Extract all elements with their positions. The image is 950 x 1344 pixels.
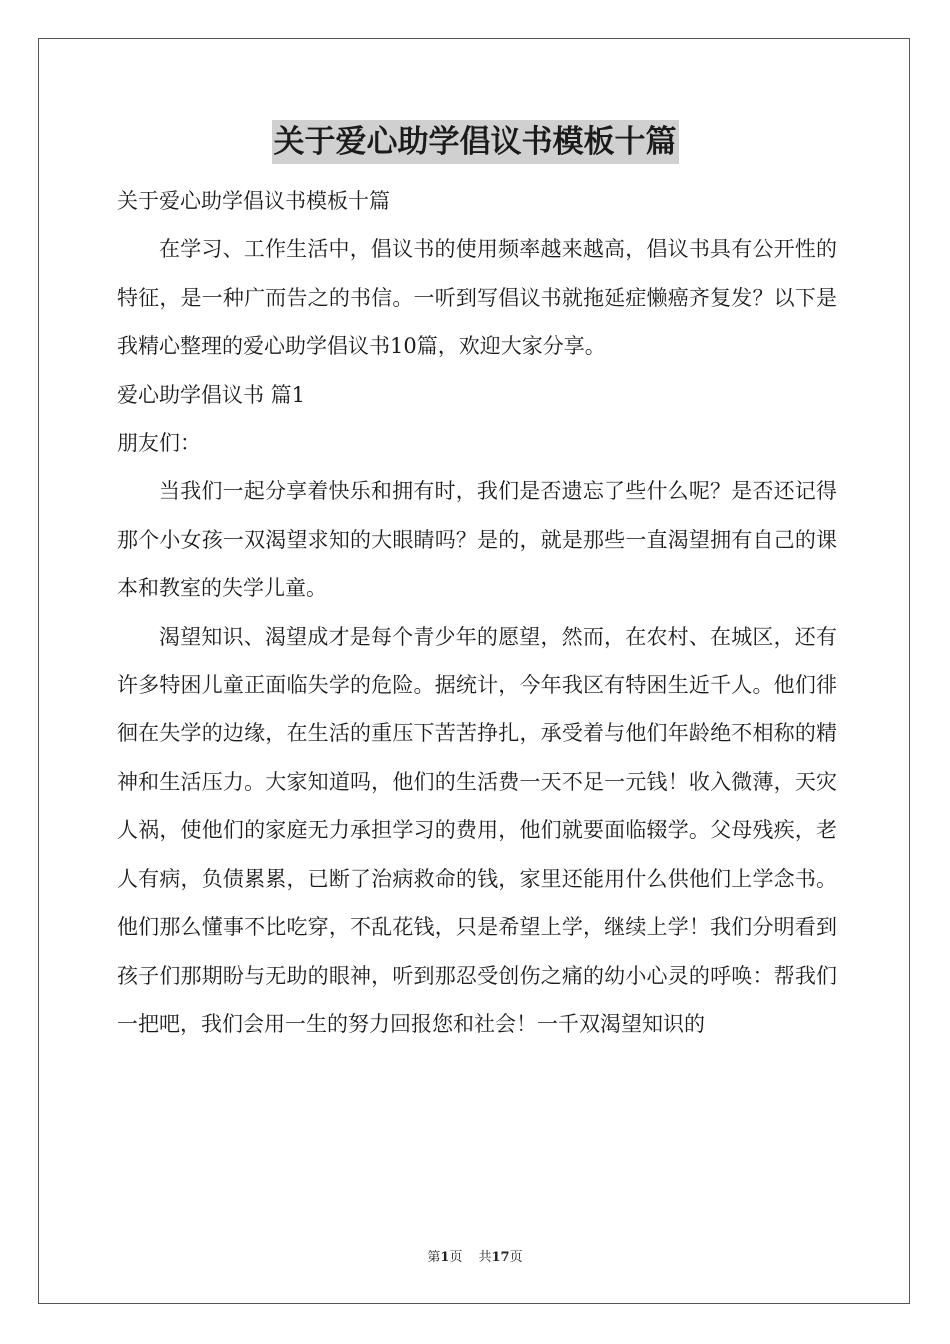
paragraph-body: 渴望知识、渴望成才是每个青少年的愿望，然而，在农村、在城区，还有许多特困儿童正面临失学的危险。据统计，今年我区有特困生近千人。他们徘徊在失学的边缘，在生活的重压下苦苦挣扎，承受着与他们年龄绝不相称的精神和生活压力。大家知道吗，他们的生活费一天不足一元钱！收入微薄，天灾人祸，使他们的家庭无力承担学习的费用，他们就要面临辍学。父母残疾，老人有病，负债累累，已断了治病救命的钱，家里还能用什么供他们上学念书。他们那么懂事不比吃穿，不乱花钱，只是希望上学，继续上学！我们分明看到孩子们那期盼与无助的眼神，听到那忍受创伤之痛的幼小心灵的呼唤：帮我们一把吧，我们会用一生的努力回报您和社会！一千双渴望知识的: [117, 624, 837, 1036]
total-prefix: 共: [478, 1250, 492, 1265]
total-pages: 17: [491, 1250, 510, 1265]
paragraph-intro: 在学习、工作生活中，倡议书的使用频率越来越高，倡议书具有公开性的特征，是一种广而告之的书信。一听到写倡议书就拖延症懒癌齐复发？以下是我精心整理的爱心助学倡议书10篇，欢迎大家分享。: [117, 237, 837, 359]
document-body: [117, 177, 837, 1048]
page-number: 1: [440, 1250, 450, 1265]
total-suffix: 页: [509, 1250, 523, 1265]
paragraph-subtitle: 关于爱心助学倡议书模板十篇: [117, 189, 390, 213]
paragraph-salutation: 朋友们：: [117, 431, 201, 456]
page-footer: [0, 1246, 950, 1265]
paragraph-body: 当我们一起分享着快乐和拥有时，我们是否遗忘了些什么呢？是否还记得那个小女孩一双渴望求知的大眼睛吗？是的，就是那些一直渴望拥有自己的课本和教室的失学儿童。: [117, 479, 837, 601]
title-container: [0, 120, 950, 164]
page-suffix: 页: [449, 1250, 463, 1265]
section-heading: 爱心助学倡议书 篇1: [117, 382, 306, 407]
document-title: 关于爱心助学倡议书模板十篇: [272, 120, 679, 164]
page-prefix: 第: [427, 1250, 441, 1265]
